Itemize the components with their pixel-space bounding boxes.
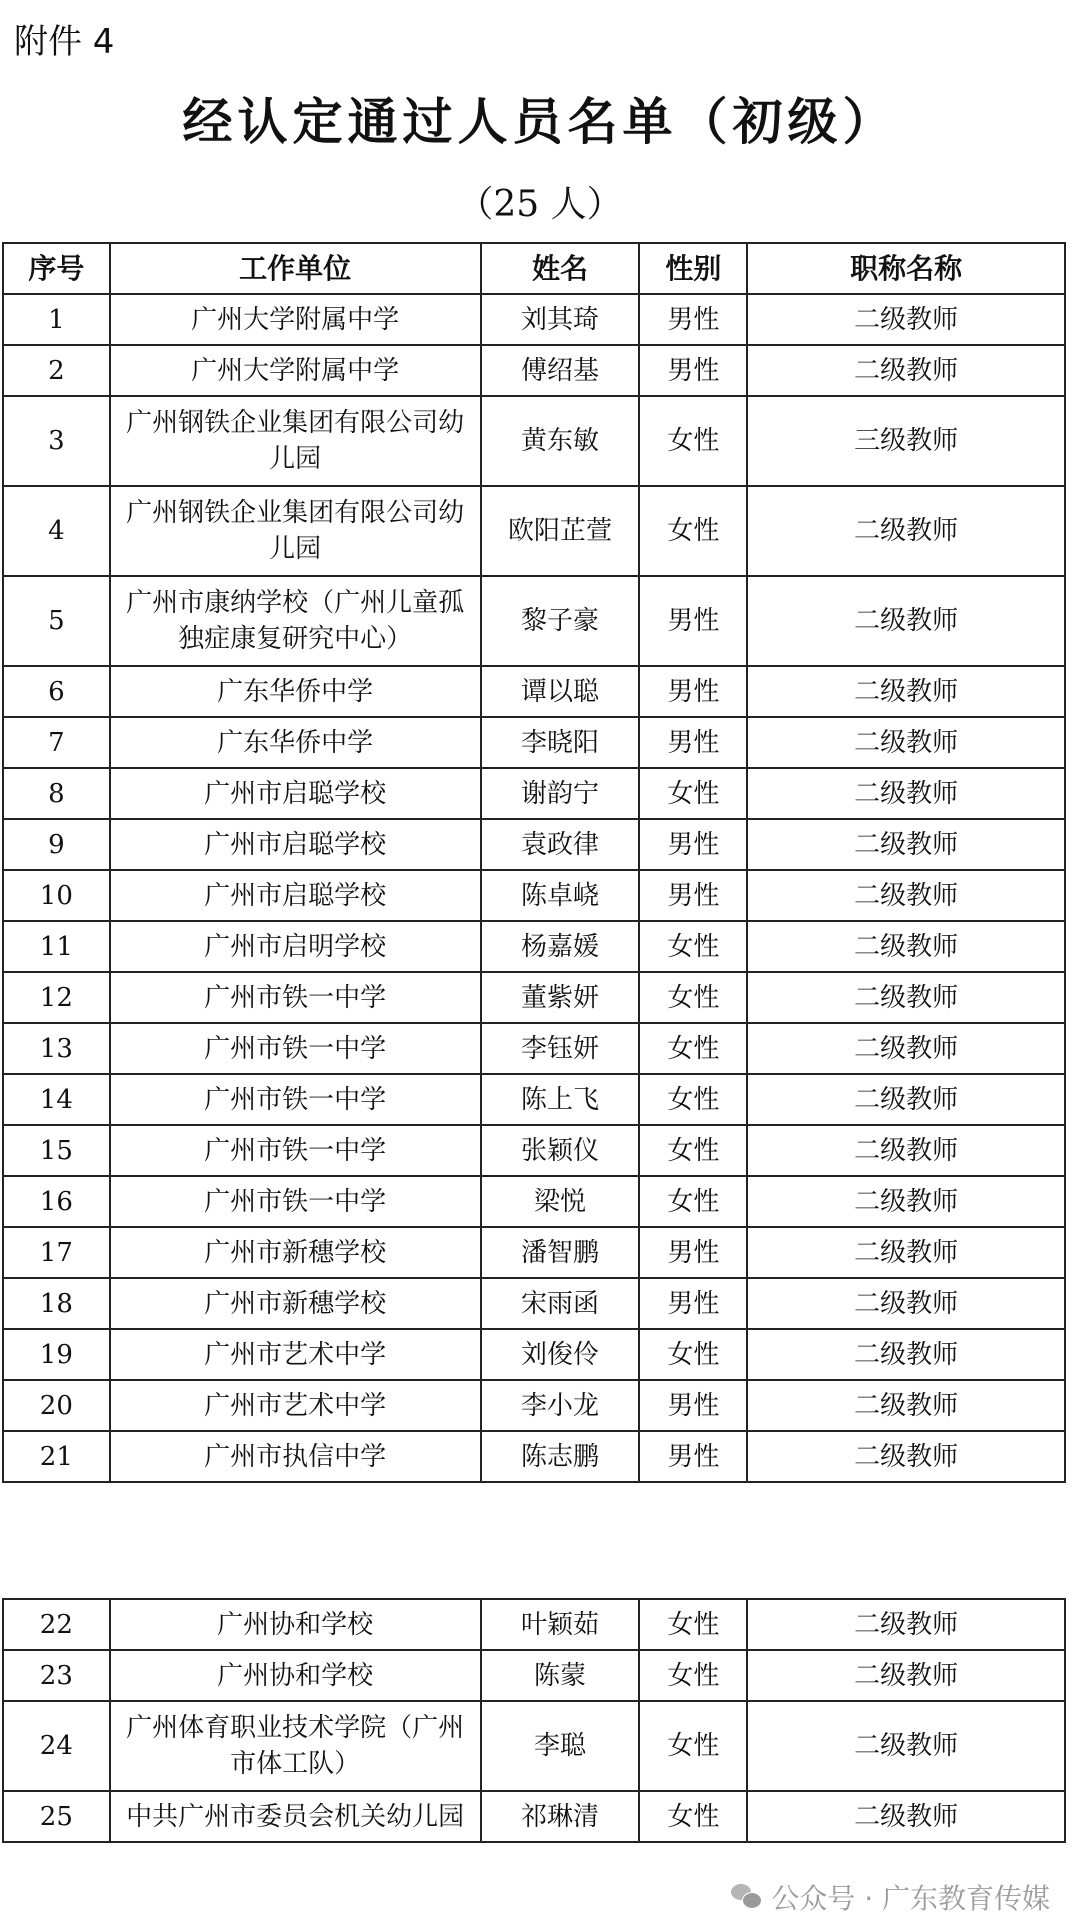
cell-title: 二级教师 (747, 1329, 1065, 1380)
cell-index: 17 (3, 1227, 110, 1278)
cell-index: 6 (3, 666, 110, 717)
cell-gender: 女性 (639, 1701, 747, 1791)
cell-unit: 中共广州市委员会机关幼儿园 (110, 1791, 481, 1842)
table-row (3, 819, 1065, 870)
cell-name: 黄东敏 (481, 396, 640, 486)
cell-unit: 广州市铁一中学 (110, 1074, 481, 1125)
cell-title: 二级教师 (747, 486, 1065, 576)
cell-gender: 男性 (639, 870, 747, 921)
cell-unit: 广州钢铁企业集团有限公司幼儿园 (110, 486, 481, 576)
cell-index: 23 (3, 1650, 110, 1701)
cell-title: 二级教师 (747, 819, 1065, 870)
cell-name: 陈上飞 (481, 1074, 640, 1125)
column-header-unit: 工作单位 (110, 243, 481, 294)
cell-gender: 男性 (639, 1227, 747, 1278)
table-row (3, 1227, 1065, 1278)
cell-index: 10 (3, 870, 110, 921)
table-row (3, 1650, 1065, 1701)
cell-title: 二级教师 (747, 666, 1065, 717)
cell-name: 黎子豪 (481, 576, 640, 666)
cell-name: 张颖仪 (481, 1125, 640, 1176)
cell-unit: 广州体育职业技术学院（广州市体工队） (110, 1701, 481, 1791)
column-header-title: 职称名称 (747, 243, 1065, 294)
cell-unit: 广州市启聪学校 (110, 870, 481, 921)
cell-name: 潘智鹏 (481, 1227, 640, 1278)
table-row (3, 972, 1065, 1023)
cell-index: 24 (3, 1701, 110, 1791)
people-count: （25 人） (457, 184, 623, 225)
cell-name: 杨嘉媛 (481, 921, 640, 972)
cell-name: 刘其琦 (481, 294, 640, 345)
table-row (3, 666, 1065, 717)
cell-index: 15 (3, 1125, 110, 1176)
cell-gender: 女性 (639, 486, 747, 576)
cell-gender: 男性 (639, 717, 747, 768)
cell-gender: 男性 (639, 294, 747, 345)
cell-gender: 女性 (639, 1329, 747, 1380)
cell-title: 二级教师 (747, 1125, 1065, 1176)
cell-title: 二级教师 (747, 294, 1065, 345)
column-header-gender: 性别 (639, 243, 747, 294)
cell-name: 李聪 (481, 1701, 640, 1791)
cell-title: 二级教师 (747, 1380, 1065, 1431)
table-row (3, 1125, 1065, 1176)
cell-unit: 广州大学附属中学 (110, 345, 481, 396)
cell-gender: 女性 (639, 1074, 747, 1125)
cell-title: 三级教师 (747, 396, 1065, 486)
cell-title: 二级教师 (747, 1431, 1065, 1482)
cell-index: 5 (3, 576, 110, 666)
cell-unit: 广州钢铁企业集团有限公司幼儿园 (110, 396, 481, 486)
cell-index: 3 (3, 396, 110, 486)
cell-unit: 广州市启聪学校 (110, 819, 481, 870)
table-row (3, 1023, 1065, 1074)
cell-gender: 男性 (639, 345, 747, 396)
cell-name: 陈蒙 (481, 1650, 640, 1701)
cell-unit: 广州协和学校 (110, 1599, 481, 1650)
cell-index: 11 (3, 921, 110, 972)
cell-index: 8 (3, 768, 110, 819)
cell-title: 二级教师 (747, 972, 1065, 1023)
cell-gender: 女性 (639, 1023, 747, 1074)
cell-name: 董紫妍 (481, 972, 640, 1023)
cell-gender: 男性 (639, 1278, 747, 1329)
cell-unit: 广州市启聪学校 (110, 768, 481, 819)
cell-title: 二级教师 (747, 870, 1065, 921)
table-row (3, 1380, 1065, 1431)
cell-name: 谭以聪 (481, 666, 640, 717)
cell-title: 二级教师 (747, 1599, 1065, 1650)
cell-index: 20 (3, 1380, 110, 1431)
cell-index: 4 (3, 486, 110, 576)
table-row (3, 1278, 1065, 1329)
cell-gender: 男性 (639, 666, 747, 717)
table-row (3, 294, 1065, 345)
cell-index: 22 (3, 1599, 110, 1650)
cell-gender: 女性 (639, 396, 747, 486)
cell-title: 二级教师 (747, 1074, 1065, 1125)
cell-gender: 女性 (639, 1791, 747, 1842)
cell-unit: 广州市铁一中学 (110, 1125, 481, 1176)
source-watermark (731, 1877, 1050, 1917)
cell-unit: 广州市铁一中学 (110, 1176, 481, 1227)
table-row (3, 1791, 1065, 1842)
cell-gender: 女性 (639, 1650, 747, 1701)
cell-name: 宋雨函 (481, 1278, 640, 1329)
cell-unit: 广州大学附属中学 (110, 294, 481, 345)
cell-name: 李钰妍 (481, 1023, 640, 1074)
cell-title: 二级教师 (747, 1227, 1065, 1278)
cell-name: 袁政律 (481, 819, 640, 870)
attachment-label: 附件 4 (14, 22, 115, 62)
cell-title: 二级教师 (747, 1650, 1065, 1701)
page-title: 经认定通过人员名单（初级） (182, 93, 898, 151)
cell-index: 14 (3, 1074, 110, 1125)
cell-gender: 男性 (639, 819, 747, 870)
cell-index: 16 (3, 1176, 110, 1227)
cell-name: 陈志鹏 (481, 1431, 640, 1482)
cell-name: 傅绍基 (481, 345, 640, 396)
cell-name: 祁琳清 (481, 1791, 640, 1842)
cell-index: 9 (3, 819, 110, 870)
cell-unit: 广州市执信中学 (110, 1431, 481, 1482)
cell-index: 12 (3, 972, 110, 1023)
table-row (3, 1074, 1065, 1125)
cell-unit: 广州协和学校 (110, 1650, 481, 1701)
cell-gender: 女性 (639, 921, 747, 972)
table-row (3, 1599, 1065, 1650)
cell-title: 二级教师 (747, 1023, 1065, 1074)
table-row (3, 1701, 1065, 1791)
cell-index: 13 (3, 1023, 110, 1074)
cell-name: 刘俊伶 (481, 1329, 640, 1380)
cell-gender: 女性 (639, 1125, 747, 1176)
table-row (3, 1329, 1065, 1380)
column-header-index: 序号 (3, 243, 110, 294)
table-row (3, 768, 1065, 819)
cell-title: 二级教师 (747, 1278, 1065, 1329)
cell-title: 二级教师 (747, 717, 1065, 768)
roster-table-part-2 (2, 1598, 1066, 1843)
cell-index: 21 (3, 1431, 110, 1482)
cell-unit: 广州市启明学校 (110, 921, 481, 972)
cell-index: 7 (3, 717, 110, 768)
cell-title: 二级教师 (747, 345, 1065, 396)
cell-unit: 广州市新穗学校 (110, 1278, 481, 1329)
cell-index: 19 (3, 1329, 110, 1380)
column-header-name: 姓名 (481, 243, 640, 294)
cell-index: 1 (3, 294, 110, 345)
cell-name: 陈卓峣 (481, 870, 640, 921)
cell-gender: 女性 (639, 972, 747, 1023)
cell-gender: 男性 (639, 1380, 747, 1431)
cell-index: 2 (3, 345, 110, 396)
cell-name: 梁悦 (481, 1176, 640, 1227)
table-row (3, 576, 1065, 666)
source-label: 公众号 · 广东教育传媒 (771, 1882, 1050, 1915)
cell-unit: 广州市铁一中学 (110, 1023, 481, 1074)
cell-index: 25 (3, 1791, 110, 1842)
cell-unit: 广州市新穗学校 (110, 1227, 481, 1278)
cell-unit: 广东华侨中学 (110, 717, 481, 768)
cell-title: 二级教师 (747, 576, 1065, 666)
cell-gender: 女性 (639, 1599, 747, 1650)
cell-gender: 男性 (639, 1431, 747, 1482)
cell-name: 谢韵宁 (481, 768, 640, 819)
cell-name: 李晓阳 (481, 717, 640, 768)
cell-unit: 广州市康纳学校（广州儿童孤独症康复研究中心） (110, 576, 481, 666)
cell-unit: 广州市艺术中学 (110, 1329, 481, 1380)
wechat-icon (731, 1884, 761, 1910)
table-row (3, 345, 1065, 396)
table-row (3, 486, 1065, 576)
cell-name: 李小龙 (481, 1380, 640, 1431)
cell-name: 欧阳芷萱 (481, 486, 640, 576)
roster-table-part-1 (2, 242, 1066, 1483)
cell-gender: 男性 (639, 576, 747, 666)
cell-index: 18 (3, 1278, 110, 1329)
table-row (3, 1176, 1065, 1227)
table-row (3, 396, 1065, 486)
table-row (3, 921, 1065, 972)
cell-title: 二级教师 (747, 921, 1065, 972)
cell-unit: 广州市铁一中学 (110, 972, 481, 1023)
cell-name: 叶颖茹 (481, 1599, 640, 1650)
cell-unit: 广东华侨中学 (110, 666, 481, 717)
cell-gender: 女性 (639, 1176, 747, 1227)
cell-title: 二级教师 (747, 1176, 1065, 1227)
cell-title: 二级教师 (747, 1791, 1065, 1842)
cell-title: 二级教师 (747, 1701, 1065, 1791)
table-header-row (3, 243, 1065, 294)
cell-gender: 女性 (639, 768, 747, 819)
table-row (3, 717, 1065, 768)
cell-title: 二级教师 (747, 768, 1065, 819)
cell-unit: 广州市艺术中学 (110, 1380, 481, 1431)
table-row (3, 870, 1065, 921)
table-row (3, 1431, 1065, 1482)
